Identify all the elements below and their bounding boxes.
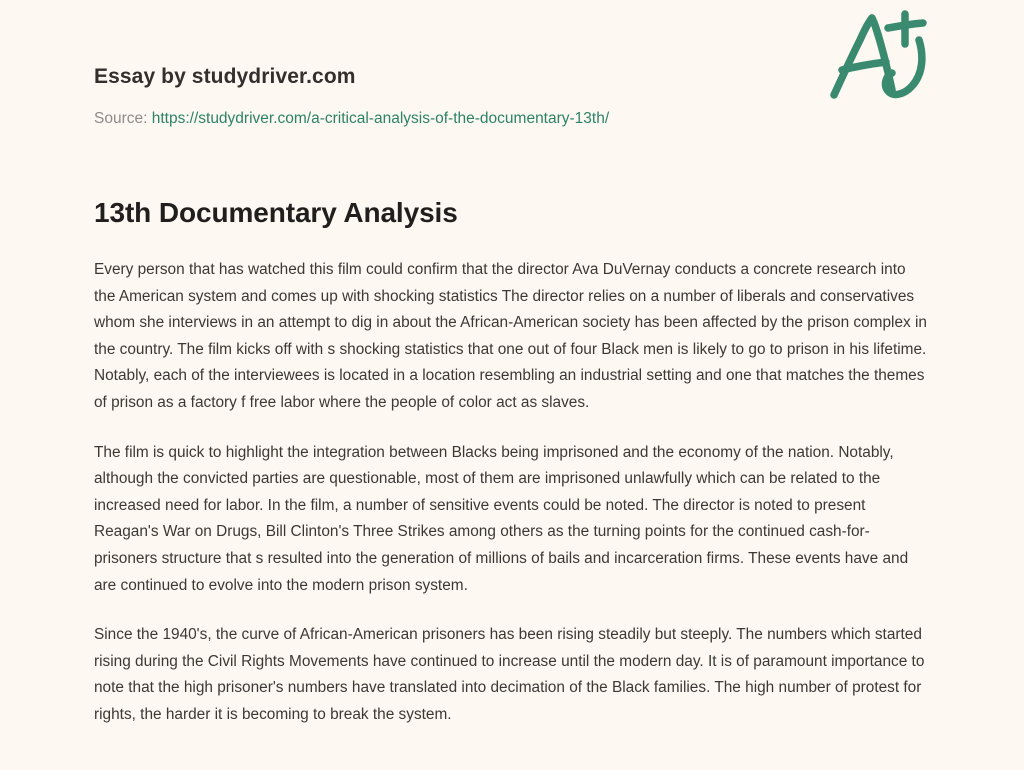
article: [94, 195, 930, 729]
document-header: [94, 0, 930, 128]
source-url-link[interactable]: https://studydriver.com/a-critical-analysis-of-the-documentary-13th/: [151, 110, 610, 128]
studydriver-a-plus-logo: [820, 0, 940, 108]
paragraph: The film is quick to highlight the integration between Blacks being imprisoned and the economy of the nation. Notably, although the convicted parties are questionable, most of them are imprisoned unlawfully which can be related to the increased need for labor. In the film, a number of sensitive events could be noted. The director is noted to present Reagan's War on Drugs, Bill Clinton's Three Strikes among others as the turning points for the continued cash-for-prisoners structure that s resulted into the generation of millions of bails and incarceration firms. These events have and are continued to evolve into the modern prison system.: [94, 443, 909, 594]
article-body: [94, 257, 930, 729]
paragraph: Since the 1940's, the curve of African-American prisoners has been rising steadily but steeply. The numbers which started rising during the Civil Rights Movements have continued to increase until the modern day. It is of paramount importance to note that the high prisoner's numbers have translated into decimation of the Black families. The high number of protest for rights, the harder it is becoming to break the system.: [94, 626, 925, 723]
page-title: 13th Documentary Analysis: [94, 197, 458, 228]
source-label: Source:: [94, 110, 148, 128]
source-line: [94, 109, 930, 129]
byline: Essay by studydriver.com: [94, 65, 356, 88]
paragraph: Every person that has watched this film could confirm that the director Ava DuVernay conducts a concrete research into the American system and comes up with shocking statistics The director relies on a number of liberals and conservatives whom she interviews in an attempt to dig in about the African-American society has been affected by the prison complex in the country. The film kicks off with s shocking statistics that one out of four Black men is likely to go to prison in his lifetime. Notably, each of the interviewees is located in a location resembling an industrial setting and one that matches the themes of prison as a factory f free labor where the people of color act as slaves.: [94, 261, 927, 411]
